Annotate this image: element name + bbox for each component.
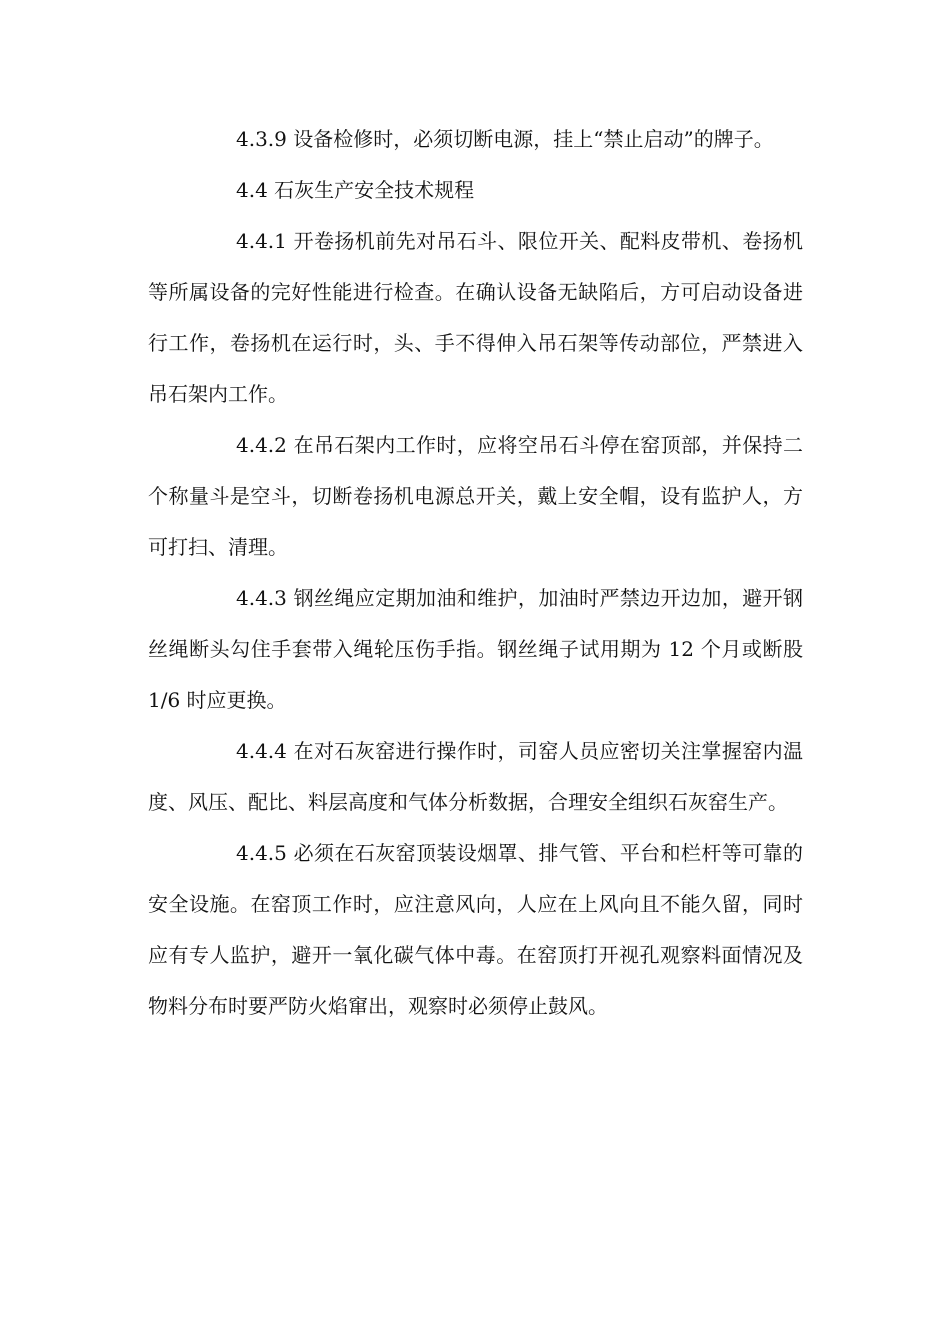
- section-heading-4-4: 4.4 石灰生产安全技术规程: [236, 178, 475, 202]
- paragraph-4-4-4: 4.4.4 在对石灰窑进行操作时，司窑人员应密切关注掌握窑内温度、风压、配比、料层高度和气体分析数据，合理安全组织石灰窑生产。: [148, 739, 803, 814]
- document-body: [148, 114, 803, 1032]
- paragraph-4-4-2: 4.4.2 在吊石架内工作时，应将空吊石斗停在窑顶部，并保持二个称量斗是空斗，切断卷扬机电源总开关，戴上安全帽，设有监护人，方可打扫、清理。: [148, 433, 803, 559]
- paragraph-4-4-3: 4.4.3 钢丝绳应定期加油和维护，加油时严禁边开边加，避开钢丝绳断头勾住手套带入绳轮压伤手指。钢丝绳子试用期为 12 个月或断股 1/6 时应更换。: [148, 586, 803, 712]
- paragraph-4-4-1: 4.4.1 开卷扬机前先对吊石斗、限位开关、配料皮带机、卷扬机等所属设备的完好性能进行检查。在确认设备无缺陷后，方可启动设备进行工作，卷扬机在运行时，头、手不得伸入吊石架等传动部位，严禁进入吊石架内工作。: [148, 229, 803, 406]
- paragraph-4-4-5: 4.4.5 必须在石灰窑顶装设烟罩、排气管、平台和栏杆等可靠的安全设施。在窑顶工作时，应注意风向，人应在上风向且不能久留，同时应有专人监护，避开一氧化碳气体中毒。在窑顶打开视孔观察料面情况及物料分布时要严防火焰窜出，观察时必须停止鼓风。: [148, 841, 803, 1018]
- paragraph-4-3-9: 4.3.9 设备检修时，必须切断电源，挂上“禁止启动”的牌子。: [236, 127, 774, 151]
